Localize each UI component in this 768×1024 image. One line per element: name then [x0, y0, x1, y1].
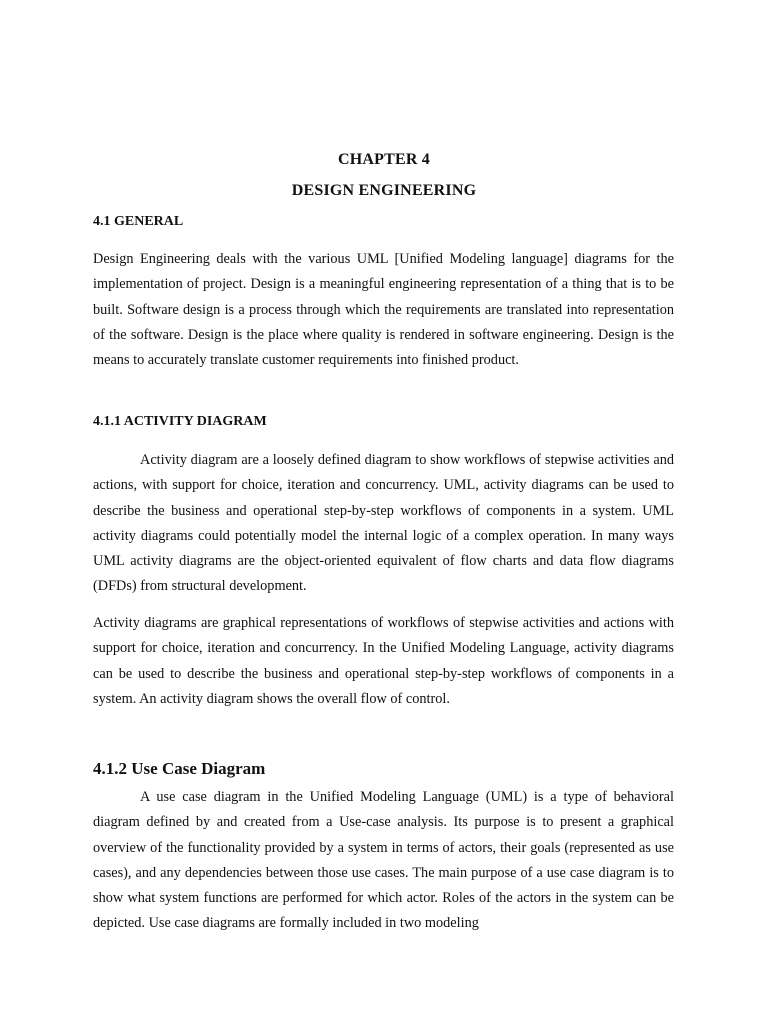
section-heading-activity-diagram: 4.1.1 ACTIVITY DIAGRAM [93, 414, 267, 429]
section-heading-use-case-diagram: 4.1.2 Use Case Diagram [93, 759, 266, 778]
paragraph-activity-2: Activity diagrams are graphical representations of workflows of stepwise activities and actions with support for choice, iteration and concurrency. In the Unified Modeling Language, activity diagrams can be used to describe the business and operational step-by-step workflows of components in a system. An activity diagram shows the overall flow of control. [93, 615, 674, 707]
section-heading-general: 4.1 GENERAL [93, 214, 184, 229]
chapter-number: CHAPTER 4 [337, 151, 431, 168]
paragraph-use-case: A use case diagram in the Unified Modeling Language (UML) is a type of behavioral diagram defined by and created from a Use-case analysis. Its purpose is to present a graphical overview of the functionality provided by a system in terms of actors, their goals (represented as use cases), and any dependencies between those use cases. The main purpose of a use case diagram is to show what system functions are performed for which actor. Roles of the actors in the system can be depicted. Use case diagrams are formally included in two modeling [93, 789, 674, 932]
paragraph-activity-1: Activity diagram are a loosely defined diagram to show workflows of stepwise activities and actions, with support for choice, iteration and concurrency. UML, activity diagrams can be used to describe the business and operational step-by-step workflows of components in a system. UML activity diagrams could potentially model the internal logic of a complex operation. In many ways UML activity diagrams are the object-oriented equivalent of flow charts and data flow diagrams (DFDs) from structural development. [93, 452, 674, 595]
chapter-title: DESIGN ENGINEERING [291, 182, 477, 199]
paragraph-general: Design Engineering deals with the various UML [Unified Modeling language] diagrams for the implementation of project. Design is a meaningful engineering representation of a thing that is to be built. Software design is a process through which the requirements are translated into representation of the software. Design is the place where quality is rendered in software engineering. Design is the means to accurately translate customer requirements into finished product. [93, 251, 674, 369]
